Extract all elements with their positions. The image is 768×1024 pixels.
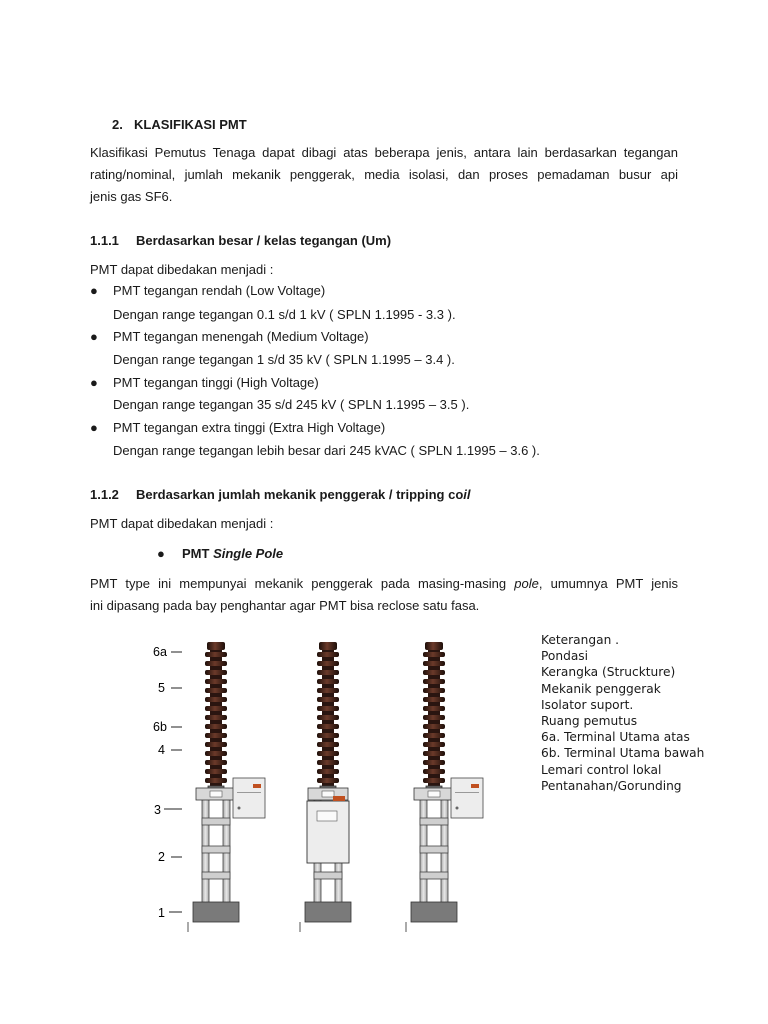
legend-item: Keterangan . (541, 633, 620, 647)
breaker-pole-3 (406, 642, 483, 932)
label-1: 1 (158, 906, 165, 920)
list-item-title: PMT tegangan rendah (Low Voltage) (113, 283, 326, 298)
pmt-single-pole-figure (140, 636, 540, 936)
subsection-title: Berdasarkan jumlah mekanik penggerak / tripping co (136, 487, 464, 502)
single-pole-line-1: PMT type ini mempunyai mekanik penggerak pada masing-masing pole, umumnya PMT jenis (90, 576, 678, 591)
label-4: 4 (158, 743, 165, 757)
label-5: 5 (158, 681, 165, 695)
section-2-heading (112, 117, 247, 132)
s111-intro-text: PMT dapat dibedakan menjadi : (90, 262, 274, 277)
legend-item: Kerangka (Struckture) (541, 665, 676, 680)
breaker-pole-1 (188, 642, 265, 932)
label-2: 2 (158, 850, 165, 864)
bullet-icon: ● (90, 375, 98, 390)
list-item-desc: Dengan range tegangan 1 s/d 35 kV ( SPLN 1.1995 – 3.4 ). (113, 352, 455, 367)
bullet-icon: ● (90, 329, 98, 344)
control-cabinet (307, 801, 349, 863)
subsection-1-1-2-heading (90, 487, 471, 502)
legend-item: 6a. Terminal Utama atas (541, 730, 690, 745)
list-item-title: PMT tegangan menengah (Medium Voltage) (113, 329, 369, 344)
list-item-title: PMT tegangan extra tinggi (Extra High Voltage) (113, 420, 386, 435)
single-pole-line-2: ini dipasang pada bay penghantar agar PMT bisa reclose satu fasa. (90, 598, 480, 613)
breaker-pole-2 (300, 642, 351, 932)
subsection-title: Berdasarkan besar / kelas tegangan (Um) (136, 233, 392, 248)
section-title: KLASIFIKASI PMT (134, 117, 247, 132)
single-pole-paragraph (90, 573, 678, 617)
list-item-desc: Dengan range tegangan lebih besar dari 245 kVAC ( SPLN 1.1995 – 3.6 ). (113, 443, 540, 458)
label-6a: 6a (153, 645, 167, 659)
legend-item: Lemari control lokal (541, 762, 662, 777)
intro-paragraph (90, 142, 678, 208)
legend-item: Ruang pemutus (541, 714, 638, 729)
bullet-icon: ● (90, 283, 98, 298)
bullet-icon: ● (157, 546, 165, 561)
bullet-icon: ● (90, 420, 98, 435)
list-item-title: PMT tegangan tinggi (High Voltage) (113, 375, 319, 390)
single-pole-prefix: PMT (182, 546, 214, 561)
list-item-desc: Dengan range tegangan 35 s/d 245 kV ( SPLN 1.1995 – 3.5 ). (113, 397, 470, 412)
intro-line-2: rating/nominal, jumlah mekanik penggerak, media isolasi, dan proses pemadaman busur api (90, 167, 678, 182)
subsection-title-italic: il (463, 487, 471, 502)
intro-line-3: jenis gas SF6. (90, 189, 173, 204)
legend-item: Pentanahan/Gorunding (541, 778, 682, 793)
s112-intro-text: PMT dapat dibedakan menjadi : (90, 516, 274, 531)
legend-item: Isolator suport. (541, 697, 634, 712)
subsection-1-1-1-heading (90, 233, 391, 248)
legend-item: Mekanik penggerak (541, 681, 661, 696)
subsection-number: 1.1.2 (90, 487, 119, 502)
intro-line-1: Klasifikasi Pemutus Tenaga dapat dibagi atas beberapa jenis, antara lain berdasarkan tegangan (90, 145, 678, 160)
figure-legend (541, 632, 704, 794)
legend-item: 6b. Terminal Utama bawah (541, 746, 705, 761)
single-pole-italic: Single Pole (213, 546, 284, 561)
legend-item: Pondasi (541, 649, 589, 664)
subsection-number: 1.1.1 (90, 233, 119, 248)
figure-labels (153, 645, 182, 920)
list-item-desc: Dengan range tegangan 0.1 s/d 1 kV ( SPLN 1.1995 - 3.3 ). (113, 307, 456, 322)
label-6b: 6b (153, 720, 167, 734)
section-number: 2. (112, 117, 123, 132)
label-3: 3 (154, 803, 161, 817)
